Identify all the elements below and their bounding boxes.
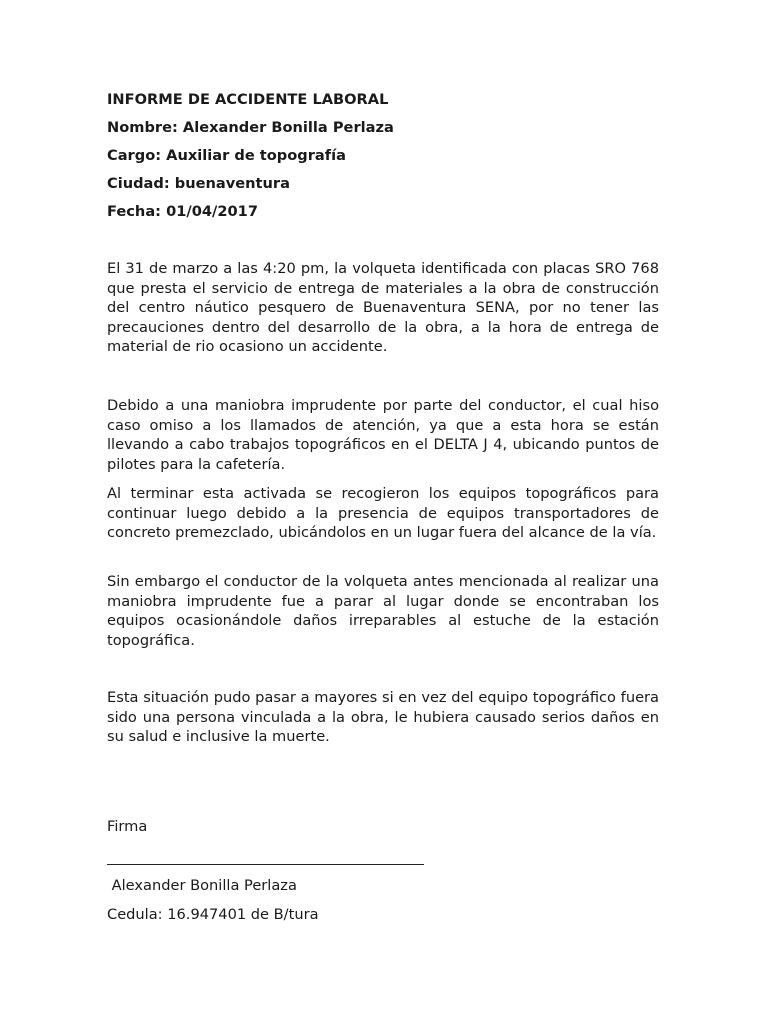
position-field: Cargo: Auxiliar de topografía xyxy=(107,147,346,164)
paragraph-incident: El 31 de marzo a las 4:20 pm, la volqueta identificada con placas SRO 768 que presta el servicio de entrega de materiales a la obra de construcción del centro náutico pesquero de Buenaventura SENA, por no tener las precauciones dentro del desarrollo de la obra, a la hora de entrega de material de rio ocasiono un accidente. xyxy=(107,260,659,355)
name-field: Nombre: Alexander Bonilla Perlaza xyxy=(107,119,394,136)
paragraph-conclusion: Esta situación pudo pasar a mayores si en vez del equipo topográfico fuera sido una persona vinculada a la obra, le hubiera causado serios daños en su salud e inclusive la muerte. xyxy=(107,689,659,745)
signature-line xyxy=(107,864,424,865)
date-field: Fecha: 01/04/2017 xyxy=(107,203,258,220)
paragraph-maneuver: Debido a una maniobra imprudente por parte del conductor, el cual hiso caso omiso a los llamados de atención, ya que a esta hora se están llevando a cabo trabajos topográficos en el DELTA J 4, ubicando puntos de pilotes para la cafetería. xyxy=(107,397,659,473)
document-title: INFORME DE ACCIDENTE LABORAL xyxy=(107,91,389,108)
paragraph-equipment: Al terminar esta activada se recogieron los equipos topográficos para continuar luego debido a la presencia de equipos transportadores de concreto premezclado, ubicándolos en un lugar fuera del alcance de la vía. xyxy=(107,485,659,541)
signature-label: Firma xyxy=(107,818,148,835)
signatory-id: Cedula: 16.947401 de B/tura xyxy=(107,906,319,923)
paragraph-damage: Sin embargo el conductor de la volqueta antes mencionada al realizar una maniobra imprudente fue a parar al lugar donde se encontraban los equipos ocasionándole daños irreparables al estuche de la estación topográfica. xyxy=(107,573,659,649)
city-field: Ciudad: buenaventura xyxy=(107,175,290,192)
signatory-name: Alexander Bonilla Perlaza xyxy=(107,877,297,894)
